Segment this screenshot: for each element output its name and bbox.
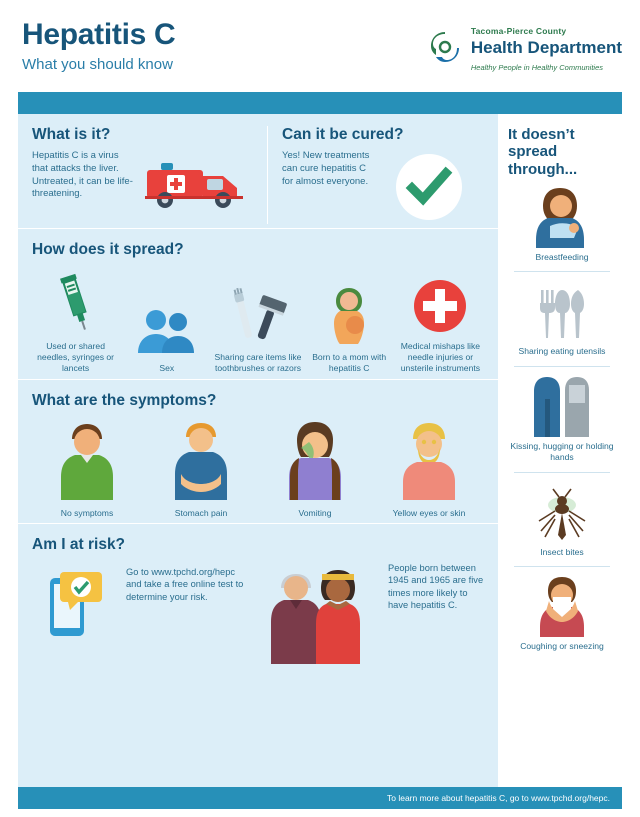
infographic-body (18, 114, 622, 787)
symptom-item-vomiting (260, 416, 370, 519)
cured-text: Yes! New treatments can cure hepatitis C for almost everyone. (282, 150, 370, 187)
divider (514, 566, 610, 567)
page-title: Hepatitis C (22, 18, 176, 51)
divider (514, 271, 610, 272)
symptoms-title: What are the symptoms? (32, 391, 217, 409)
spread-item-sex (123, 287, 210, 374)
page-subtitle: What you should know (22, 56, 173, 73)
syringe-icon (32, 265, 119, 335)
spread-title: How does it spread? (32, 241, 184, 258)
symptom-caption-yellow-eyes: Yellow eyes or skin (392, 507, 466, 518)
logo-line-2: Health Department (470, 37, 622, 57)
no-spread-caption-breastfeeding: Breastfeeding (535, 251, 589, 262)
section-am-i-at-risk (18, 523, 498, 668)
spread-caption-sex: Sex (159, 363, 175, 374)
utensils-icon (508, 280, 616, 342)
spread-icon-grid (32, 265, 484, 375)
page-footer (18, 787, 622, 809)
logo-mark-icon (426, 29, 464, 67)
health-department-logo (426, 22, 622, 74)
two-people-standing-icon (508, 375, 616, 437)
symptom-item-yellow-eyes (374, 416, 484, 519)
what-is-it-title: What is it? (32, 126, 111, 143)
symptoms-icon-grid (32, 416, 484, 519)
toothbrush-razor-icon (214, 276, 301, 346)
checkmark-icon (375, 150, 484, 224)
header-divider-bar (18, 92, 622, 114)
smartphone-check-icon (32, 560, 120, 644)
divider (514, 472, 610, 473)
logo-line-1: Tacoma-Pierce County (470, 26, 567, 36)
spread-item-care-items (214, 276, 301, 374)
section-what-is-it (32, 126, 267, 224)
pregnant-woman-icon (306, 276, 393, 346)
spread-item-medical-mishaps (397, 265, 484, 375)
no-spread-caption-kissing-hugging: Kissing, hugging or holding hands (510, 441, 614, 462)
spread-caption-needles: Used or shared needles, syringes or lancets (37, 341, 115, 374)
risk-content (32, 560, 484, 664)
no-spread-caption-coughing-sneezing: Coughing or sneezing (520, 641, 604, 652)
page-header (0, 0, 640, 92)
symptom-item-no-symptoms (32, 416, 142, 519)
no-spread-caption-insect-bites: Insect bites (540, 546, 584, 557)
spread-caption-medical-mishaps: Medical mishaps like needle injuries or unsterile instruments (400, 341, 481, 374)
symptom-caption-vomiting: Vomiting (298, 507, 332, 518)
no-spread-column (498, 114, 622, 787)
spread-caption-born-to-mom: Born to a mom with hepatitis C (312, 352, 387, 374)
symptom-caption-stomach-pain: Stomach pain (174, 507, 228, 518)
no-spread-item-utensils (508, 280, 616, 357)
person-nauseous-icon (260, 416, 370, 502)
breastfeeding-icon (508, 186, 616, 248)
no-spread-caption-utensils: Sharing eating utensils (518, 346, 606, 357)
medical-cross-icon (397, 265, 484, 335)
spread-item-born-to-mom (306, 276, 393, 374)
no-spread-item-kissing-hugging (508, 375, 616, 462)
section-top-row (18, 114, 498, 228)
section-symptoms (18, 379, 498, 523)
risk-text-right: People born between 1945 and 1965 are five times more likely to have hepatitis C. (388, 562, 484, 611)
person-green-shirt-icon (32, 416, 142, 502)
no-spread-title: It doesn’t spread through... (508, 126, 578, 178)
person-holding-stomach-icon (146, 416, 256, 502)
what-is-it-text: Hepatitis C is a virus that attacks the liver. Untreated, it can be life-threatening. (32, 150, 133, 200)
no-spread-item-insect-bites (508, 481, 616, 558)
no-spread-item-coughing-sneezing (508, 575, 616, 652)
mosquito-icon (508, 481, 616, 543)
risk-text-left: Go to www.tpchd.org/hepc and take a free online test to determine your risk. (126, 566, 244, 602)
spread-caption-care-items: Sharing care items like toothbrushes or razors (214, 352, 302, 374)
section-can-it-be-cured (267, 126, 484, 224)
two-people-icon (123, 287, 210, 357)
main-column (18, 114, 498, 787)
section-how-does-it-spread (18, 228, 498, 379)
spread-item-needles (32, 265, 119, 375)
person-yellow-eyes-icon (374, 416, 484, 502)
older-couple-icon (252, 560, 382, 664)
symptom-caption-no-symptoms: No symptoms (60, 507, 114, 518)
ambulance-icon (136, 150, 259, 216)
divider (514, 366, 610, 367)
sneezing-person-icon (508, 575, 616, 637)
footer-text: To learn more about hepatitis C, go to www.tpchd.org/hepc. (386, 793, 610, 803)
no-spread-item-breastfeeding (508, 186, 616, 263)
cured-title: Can it be cured? (282, 126, 404, 143)
logo-line-3: Healthy People in Healthy Communities (470, 62, 604, 72)
risk-title: Am I at risk? (32, 535, 126, 553)
symptom-item-stomach-pain (146, 416, 256, 519)
